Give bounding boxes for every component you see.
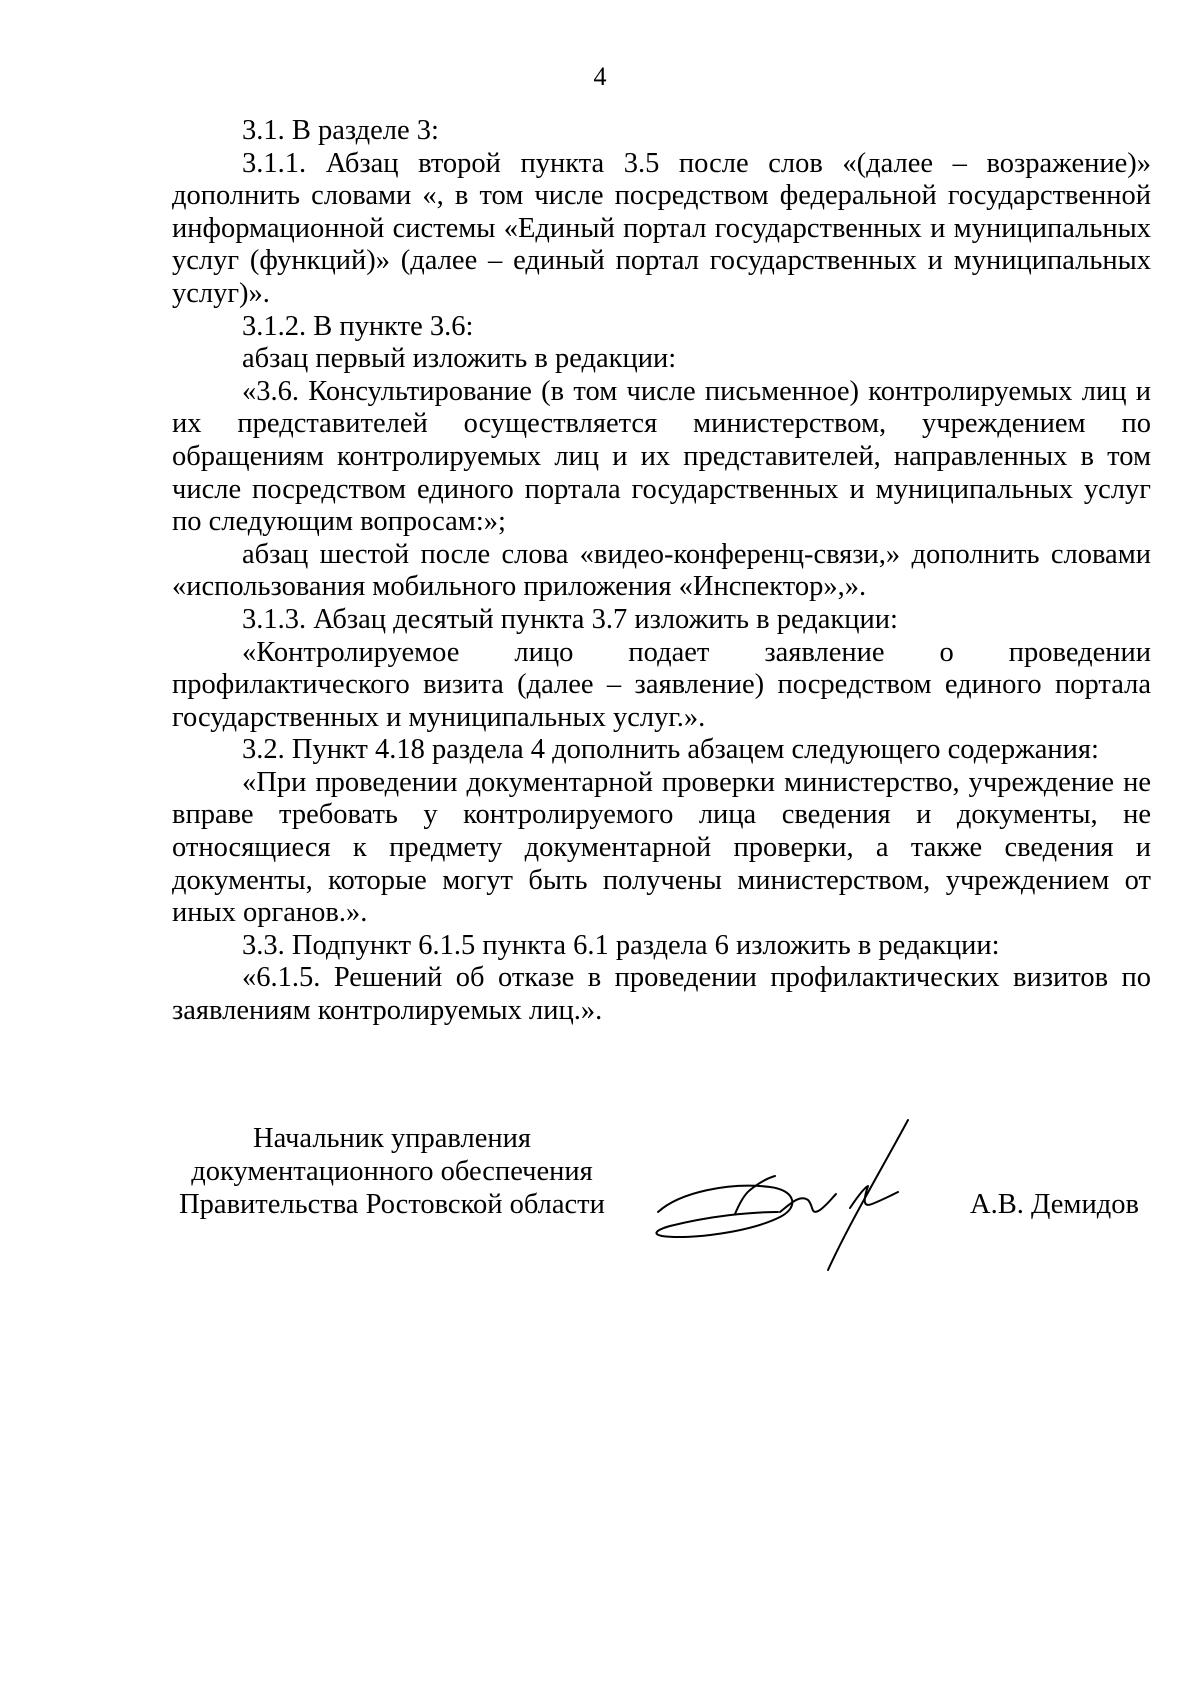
paragraph-3-2: 3.2. Пункт 4.18 раздела 4 дополнить абзацем следующего содержания:	[242, 734, 1099, 766]
paragraph-3-1-2: 3.1.2. В пункте 3.6:	[242, 310, 474, 342]
signer-position-line: Начальник управления	[253, 1123, 531, 1154]
paragraph-3-3: 3.3. Подпункт 6.1.5 пункта 6.1 раздела 6 изложить в редакции:	[242, 929, 1000, 961]
paragraph-3-1-1: 3.1.1. Абзац второй пункта 3.5 после слов «(далее – возражение)» дополнить словами «, в том числе посредством федеральной государственной информационной системы «Единый портал государственных и муниципальных услуг (функций)» (далее – единый портал государственных и муниципальных услуг)».	[172, 147, 1151, 309]
paragraph-6-1-5-quote: «6.1.5. Решений об отказе в проведении профилактических визитов по заявлениям контролируемых лиц.».	[172, 962, 1151, 1027]
paragraph-3-1-3: 3.1.3. Абзац десятый пункта 3.7 изложить в редакции:	[242, 603, 898, 635]
paragraph-3-7-quote: «Контролируемое лицо подает заявление о проведении профилактического визита (далее – заявление) посредством единого портала государственных и муниципальных услуг.».	[172, 636, 1151, 733]
handwritten-signature	[650, 1112, 940, 1272]
page-number: 4	[593, 62, 607, 91]
paragraph-sixth-abzac: абзац шестой после слова «видео-конференц-связи,» дополнить словами «использования мобильного приложения «Инспектор»,».	[172, 538, 1151, 603]
signer-position-line: Правительства Ростовской области	[179, 1189, 605, 1220]
paragraph-3-1: 3.1. В разделе 3:	[242, 115, 439, 146]
document-body	[172, 115, 1151, 1028]
paragraph-3-6-quote: «3.6. Консультирование (в том числе письменное) контролируемых лиц и их представителей осуществляется министерством, учреждением по обращениям контролируемых лиц и их представителей, направленных в том числе посредством единого портала государственных и муниципальных услуг по следующим вопросам:»;	[172, 375, 1151, 538]
signer-name: А.В. Демидов	[970, 1189, 1139, 1220]
paragraph-first-abzac: абзац первый изложить в редакции:	[242, 343, 677, 375]
signer-position	[172, 1122, 612, 1221]
paragraph-4-18-quote: «При проведении документарной проверки министерство, учреждение не вправе требовать у контролируемого лица сведения и документы, не относящиеся к предмету документарной проверки, а также сведения и документы, которые могут быть получены министерством, учреждением от иных органов.».	[172, 766, 1151, 929]
signer-position-line: документационного обеспечения	[191, 1156, 593, 1187]
